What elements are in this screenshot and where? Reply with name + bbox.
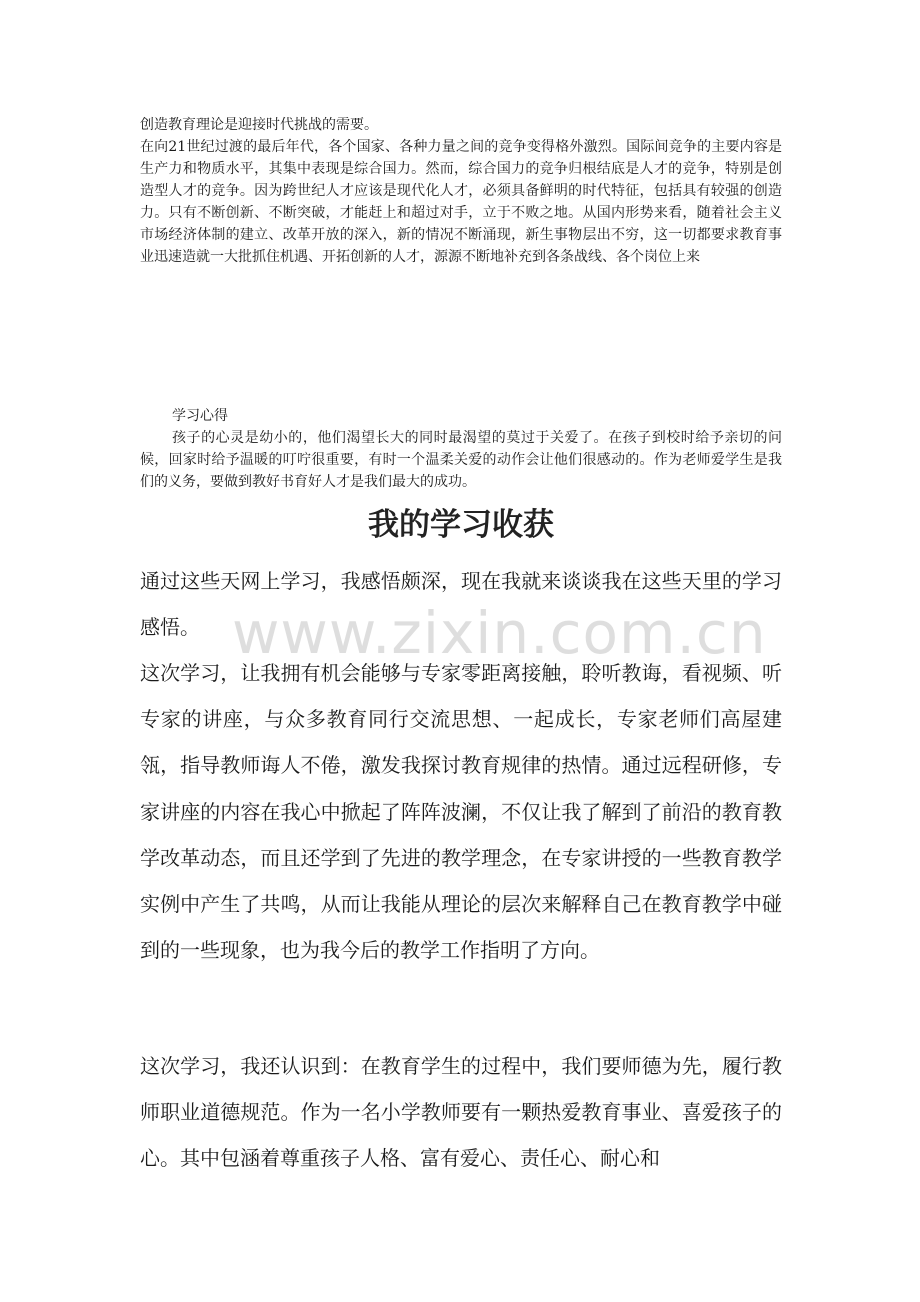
section2-paragraph: 孩子的心灵是幼小的，他们渴望长大的同时最渴望的莫过于关爱了。在孩子到校时给予亲切的问候，回家时给予温暖的叮咛很重要，有时一个温柔关爱的动作会让他们很感动的。作为老师爱学生是我们的义务，要做到教好书育好人才是我们最大的成功。 [140, 430, 782, 490]
watermark: www.zixin.com.cn [232, 599, 767, 667]
section3-paragraph-2: 这次学习，让我拥有机会能够与专家零距离接触，聆听教诲，看视频、听专家的讲座，与众多教育同行交流思想、一起成长，专家老师们高屋建瓴，指导教师诲人不倦，激发我探讨教育规律的热情。通过远程研修，专家讲座的内容在我心中掀起了阵阵波澜，不仅让我了解到了前沿的教育教学改革动态，而且还学到了先进的教学理念，在专家讲授的一些教育教学实例中产生了共鸣，从而让我能从理论的层次来解释自己在教育教学中碰到的一些现象，也为我今后的教学工作指明了方向。 [140, 661, 782, 963]
section1-intro-line: 创造教育理论是迎接时代挑战的需要。 [140, 117, 378, 133]
section2-heading: 学习心得 [172, 408, 228, 424]
document-title: 我的学习收获 [368, 507, 554, 543]
section1-paragraph: 在向21世纪过渡的最后年代，各个国家、各种力量之间的竞争变得格外激烈。国际间竞争的主要内容是生产力和物质水平，其集中表现是综合国力。然而，综合国力的竞争归根结底是人才的竞争，特别是创造型人才的竞争。因为跨世纪人才应该是现代化人才，必须具备鲜明的时代特征，包括具有较强的创造力。只有不断创新、不断突破，才能赶上和超过对手，立于不败之地。从国内形势来看，随着社会主义市场经济体制的建立、改革开放的深入，新的情况不断涌现，新生事物层出不穷，这一切都要求教育事业迅速造就一大批抓住机遇、开拓创新的人才，源源不断地补充到各条战线、各个岗位上来 [140, 139, 782, 265]
section3-paragraph-3: 这次学习，我还认识到：在教育学生的过程中，我们要师德为先，履行教师职业道德规范。作为一名小学教师要有一颗热爱教育事业、喜爱孩子的心。其中包涵着尊重孩子人格、富有爱心、责任心、耐心和 [140, 1054, 782, 1171]
section3-paragraph-1: 通过这些天网上学习，我感悟颇深，现在我就来谈谈我在这些天里的学习感悟。 [140, 569, 782, 640]
